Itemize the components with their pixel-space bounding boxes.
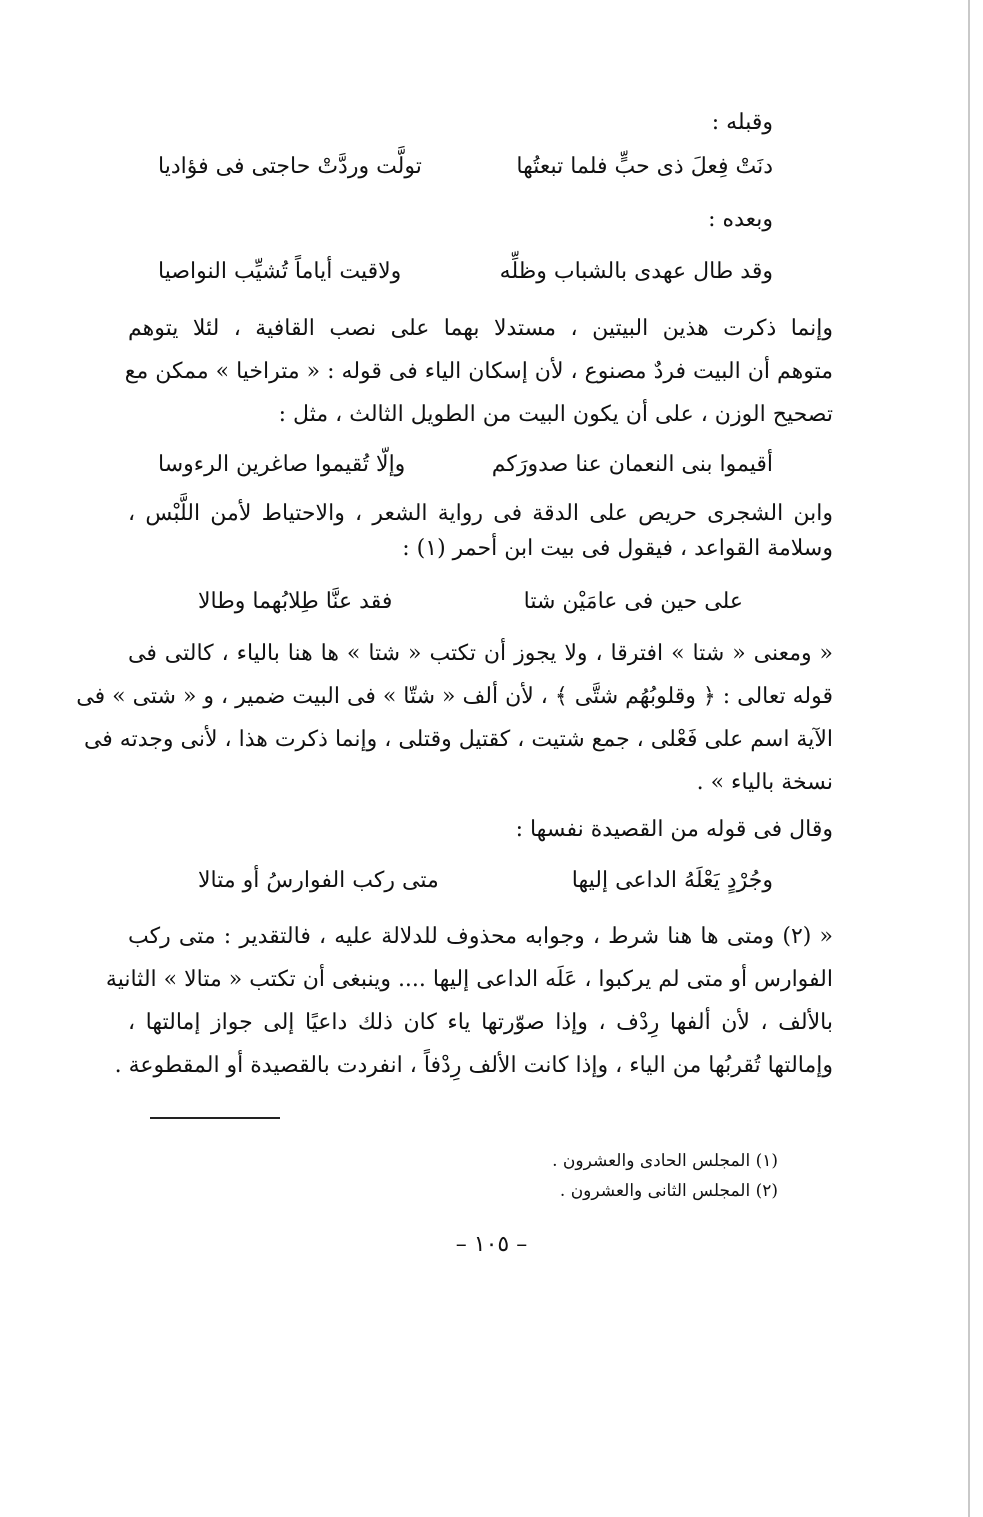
text-line: وبعده : bbox=[708, 207, 773, 232]
text-line: « (٢) ومتى ها هنا شرط ، وجوابه محذوف للدلالة عليه ، فالتقدير : متى ركب bbox=[128, 924, 833, 949]
verse-hemistich: فقد عنَّا طِلابُهما وطالا bbox=[198, 589, 393, 614]
verse-hemistich: وجُرْدٍ يَعْلَهُ الداعى إليها bbox=[571, 868, 773, 893]
verse-hemistich: تولَّت وردَّتْ حاجتى فى فؤاديا bbox=[158, 154, 422, 179]
verse-hemistich: دنَتْ فِعلَ ذى حبٍّ فلما تبعتُها bbox=[516, 154, 773, 179]
verse-hemistich: أقيموا بنى النعمان عنا صدورَكم bbox=[491, 452, 773, 477]
footnote: (٢) المجلس الثانى والعشرون . bbox=[559, 1181, 778, 1201]
verse-hemistich: متى ركب الفوارسُ أو متالا bbox=[198, 868, 439, 893]
text-line: الفوارس أو متى لم يركبوا ، عَلَه الداعى إليها .... وينبغى أن تكتب « متالا » الثانية bbox=[105, 967, 833, 992]
text-line: وقبله : bbox=[711, 110, 773, 135]
text-line: وإنما ذكرت هذين البيتين ، مستدلا بهما على نصب القافية ، لئلا يتوهم bbox=[128, 316, 833, 341]
text-line: « ومعنى « شتا » افترقا ، ولا يجوز أن تكتب « شتا » ها هنا بالياء ، كالتى فى bbox=[128, 641, 833, 666]
verse-line bbox=[158, 585, 773, 619]
text-line: الآية اسم على فَعْلى ، جمع شتيت ، كقتيل وقتلى ، وإنما ذكرت هذا ، لأنى وجدته فى bbox=[83, 727, 833, 752]
verse-line bbox=[158, 864, 773, 898]
text-line: متوهم أن البيت فردٌ مصنوع ، لأن إسكان الياء فى قوله : « متراخيا » ممكن مع bbox=[124, 359, 833, 384]
verse-line bbox=[158, 150, 773, 184]
verse-hemistich: وإلّا تُقيموا صاغرين الرءوسا bbox=[158, 452, 406, 477]
verse-hemistich: ولاقيت أياماً تُشيِّب النواصيا bbox=[158, 259, 402, 284]
verse-hemistich: على حين فى عامَيْن شتا bbox=[523, 589, 743, 614]
verse-hemistich: وقد طال عهدى بالشباب وظلِّه bbox=[499, 259, 773, 284]
text-line: وسلامة القواعد ، فيقول فى بيت ابن أحمر (١) : bbox=[402, 536, 833, 561]
footnote: (١) المجلس الحادى والعشرون . bbox=[552, 1151, 778, 1171]
text-line: وقال فى قوله من القصيدة نفسها : bbox=[515, 817, 833, 842]
footnote-separator bbox=[150, 1117, 280, 1119]
verse-line bbox=[158, 255, 773, 289]
verse-line bbox=[158, 448, 773, 482]
page-number: – ١٠٥ – bbox=[455, 1232, 528, 1257]
text-line: قوله تعالى : ﴿ وقلوبُهُم شتَّى ﴾ ، لأن ألف « شتّا » فى البيت ضمير ، و « شتى » فى bbox=[76, 684, 833, 709]
text-line: وابن الشجرى حريص على الدقة فى رواية الشعر ، والاحتياط لأمن اللَّبْس ، bbox=[128, 501, 833, 526]
text-line: وإمالتها تُقربُها من الياء ، وإذا كانت الألف رِدْفاً ، انفردت بالقصيدة أو المقطوعة . bbox=[114, 1053, 833, 1078]
text-line: تصحيح الوزن ، على أن يكون البيت من الطويل الثالث ، مثل : bbox=[278, 402, 833, 427]
text-line: بالألف ، لأن ألفها رِدْف ، وإذا صوّرتها ياء كان ذلك داعيًا إلى جواز إمالتها ، bbox=[128, 1010, 833, 1035]
text-line: نسخة بالياء » . bbox=[696, 770, 833, 795]
